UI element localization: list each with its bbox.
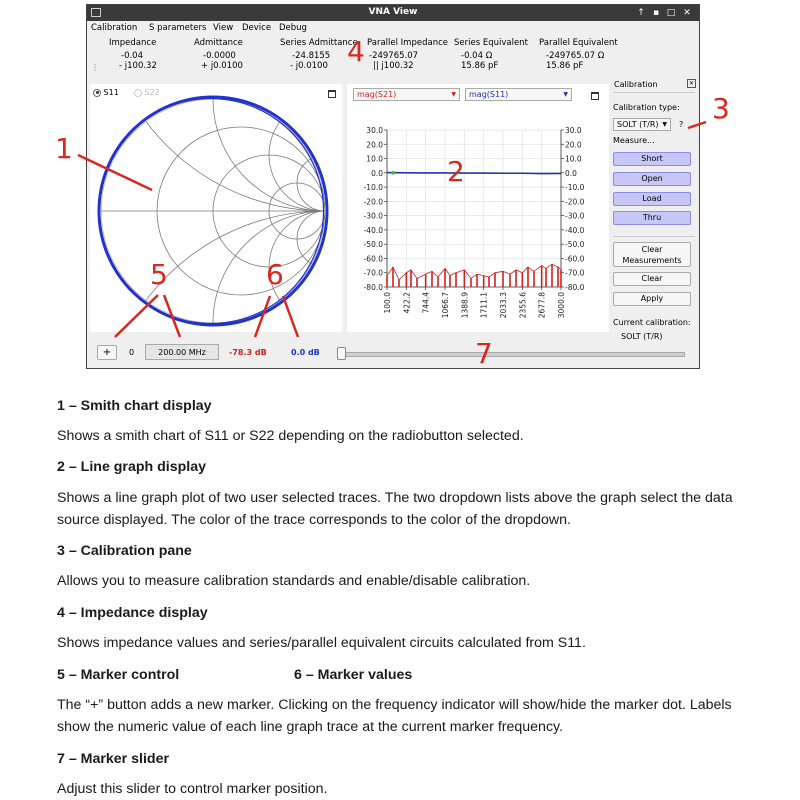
- legend-2-text: Shows a line graph plot of two user selected traces. The two dropdown lists above the graph select the data source displayed. The color of the trace corresponds to the color of the dropdown.: [57, 490, 733, 528]
- calibration-help[interactable]: ?: [679, 120, 684, 129]
- y-tick-label-right: 10.0: [565, 154, 582, 164]
- y-tick-label-right: 0.0: [565, 168, 577, 178]
- admittance-header: Admittance: [194, 38, 243, 48]
- y-tick-label-left: -10.0: [363, 183, 383, 193]
- legend-5-heading: 5 – Marker control: [57, 667, 180, 683]
- legend-3-heading: 3 – Calibration pane: [57, 543, 192, 559]
- series-equivalent-header: Series Equivalent: [454, 38, 528, 48]
- calibration-type-arrow-icon[interactable]: ▼: [662, 121, 667, 128]
- y-tick-label-right: -30.0: [565, 211, 585, 221]
- annotation-4: 4: [347, 35, 365, 68]
- current-calibration-label: Current calibration:: [613, 318, 691, 327]
- annotation-6: 6: [266, 258, 284, 291]
- annotation-7: 7: [475, 337, 493, 370]
- legend-7-text: Adjust this slider to control marker position.: [57, 781, 328, 797]
- legend-5-text: The “+” button adds a new marker. Clicking on the frequency indicator will show/hide the marker dot. Labels show the numeric value of each line graph trace at the current marker frequency.: [57, 697, 732, 735]
- maximize-button[interactable]: □: [666, 8, 676, 18]
- y-tick-label-left: 20.0: [366, 140, 383, 150]
- y-tick-label-left: -20.0: [363, 197, 383, 207]
- y-tick-label-left: -30.0: [363, 211, 383, 221]
- admittance-imag: + j0.0100: [201, 61, 243, 71]
- legend-4-text: Shows impedance values and series/parallel equivalent circuits calculated from S11.: [57, 635, 586, 651]
- clear-button[interactable]: Clear: [613, 272, 691, 286]
- menu-s-parameters[interactable]: S parameters: [149, 23, 207, 33]
- y-tick-label-right: -10.0: [565, 183, 585, 193]
- legend-7-heading: 7 – Marker slider: [57, 751, 169, 767]
- parallel-impedance-real: -249765.07: [369, 51, 419, 61]
- x-tick-label: 744.4: [421, 292, 431, 314]
- legend-2-heading: 2 – Line graph display: [57, 459, 207, 475]
- series-equivalent-c: 15.86 pF: [461, 61, 499, 71]
- trace2-dropdown-value: mag(S11): [469, 90, 509, 99]
- marker-value-trace1: -78.3 dB: [229, 348, 267, 357]
- x-tick-label: 422.2: [402, 292, 412, 314]
- marker-frequency-button[interactable]: 200.00 MHz: [145, 344, 219, 360]
- y-tick-label-left: 30.0: [366, 126, 383, 135]
- calibration-type-label: Calibration type:: [613, 103, 680, 112]
- x-tick-label: 1066.7: [441, 292, 451, 319]
- measure-label: Measure...: [613, 136, 655, 145]
- y-tick-label-right: -50.0: [565, 240, 585, 250]
- y-tick-label-right: -70.0: [565, 268, 585, 278]
- trace2-dropdown-arrow-icon[interactable]: ▼: [563, 91, 568, 98]
- calibration-close-icon[interactable]: ✕: [688, 80, 695, 87]
- add-marker-button[interactable]: +: [97, 345, 117, 360]
- annotation-3: 3: [712, 92, 730, 125]
- y-tick-label-left: 0.0: [371, 168, 383, 178]
- legend-4-heading: 4 – Impedance display: [57, 605, 208, 621]
- y-tick-label-left: 10.0: [366, 154, 383, 164]
- x-tick-label: 2355.6: [518, 292, 528, 319]
- marker-value-trace2: 0.0 dB: [291, 348, 320, 357]
- legend-1-heading: 1 – Smith chart display: [57, 398, 212, 414]
- annotation-arrow-5a: [115, 295, 158, 337]
- marker-index: 0: [129, 348, 135, 357]
- parallel-equivalent-header: Parallel Equivalent: [539, 38, 618, 48]
- parallel-impedance-imag: || j100.32: [373, 61, 414, 71]
- window-title: VNA View: [368, 7, 418, 17]
- legend-3-text: Allows you to measure calibration standards and enable/disable calibration.: [57, 573, 531, 589]
- grip-icon[interactable]: ⋮: [91, 63, 99, 72]
- impedance-imag: - j100.32: [119, 61, 157, 71]
- annotation-arrow-6b: [283, 296, 298, 337]
- measure-thru-button[interactable]: Thru: [613, 211, 691, 225]
- legend-1-text: Shows a smith chart of S11 or S22 depending on the radiobutton selected.: [57, 428, 524, 444]
- y-tick-label-right: 20.0: [565, 140, 582, 150]
- menu-debug[interactable]: Debug: [279, 23, 307, 33]
- menu-view[interactable]: View: [213, 23, 234, 33]
- y-tick-label-left: -50.0: [363, 240, 383, 250]
- annotation-arrow-5b: [164, 295, 180, 337]
- minimize-button[interactable]: ▪: [652, 8, 660, 18]
- series-admittance-imag: - j0.0100: [290, 61, 328, 71]
- annotation-arrow-6a: [255, 296, 270, 337]
- annotation-lines: [0, 0, 800, 380]
- y-tick-label-left: -40.0: [363, 225, 383, 235]
- x-tick-label: 100.0: [383, 292, 392, 314]
- annotation-arrow-3: [688, 122, 706, 128]
- radio-s22-label: S22: [144, 88, 160, 97]
- measure-short-button[interactable]: Short: [613, 152, 691, 166]
- x-tick-label: 3000.0: [557, 292, 566, 319]
- series-admittance-header: Series Admittance: [280, 38, 358, 48]
- y-tick-label-right: 30.0: [565, 126, 582, 135]
- radio-s11-label: S11: [103, 88, 119, 97]
- measure-load-button[interactable]: Load: [613, 192, 691, 206]
- y-tick-label-left: -80.0: [363, 283, 383, 292]
- keep-above-button[interactable]: ↑: [637, 8, 645, 18]
- y-tick-label-right: -20.0: [565, 197, 585, 207]
- annotation-1: 1: [55, 132, 73, 165]
- y-tick-label-left: -70.0: [363, 268, 383, 278]
- measure-open-button[interactable]: Open: [613, 172, 691, 186]
- x-tick-label: 2033.3: [498, 292, 508, 319]
- annotation-2: 2: [447, 155, 465, 188]
- impedance-header: Impedance: [109, 38, 157, 48]
- apply-button[interactable]: Apply: [613, 292, 691, 306]
- parallel-equivalent-r: -249765.07 Ω: [546, 51, 605, 61]
- calibration-title: Calibration: [614, 80, 658, 89]
- y-tick-label-right: -80.0: [565, 283, 585, 292]
- x-tick-label: 1711.1: [479, 292, 489, 319]
- parallel-equivalent-c: 15.86 pF: [546, 61, 584, 71]
- current-calibration-value: SOLT (T/R): [621, 332, 663, 341]
- impedance-real: -0.04: [121, 51, 143, 61]
- admittance-real: -0.0000: [203, 51, 236, 61]
- x-tick-label: 1388.9: [460, 292, 470, 319]
- menu-calibration[interactable]: Calibration: [91, 23, 138, 33]
- trace1-dropdown-arrow-icon[interactable]: ▼: [451, 91, 456, 98]
- y-tick-label-left: -60.0: [363, 254, 383, 264]
- parallel-impedance-header: Parallel Impedance: [367, 38, 448, 48]
- series-equivalent-r: -0.04 Ω: [461, 51, 493, 61]
- clear-measurements-button[interactable]: Clear Measurements: [613, 242, 691, 267]
- x-tick-label: 2677.8: [537, 292, 547, 319]
- trace1-dropdown-value: mag(S21): [357, 90, 397, 99]
- series-admittance-real: -24.8155: [292, 51, 331, 61]
- y-tick-label-right: -60.0: [565, 254, 585, 264]
- annotation-arrow-1: [78, 155, 152, 190]
- y-tick-label-right: -40.0: [565, 225, 585, 235]
- legend-6-heading: 6 – Marker values: [294, 667, 413, 683]
- close-button[interactable]: ✕: [683, 8, 691, 18]
- calibration-type-value: SOLT (T/R): [617, 120, 659, 129]
- annotation-5: 5: [150, 258, 168, 291]
- menu-device[interactable]: Device: [242, 23, 272, 33]
